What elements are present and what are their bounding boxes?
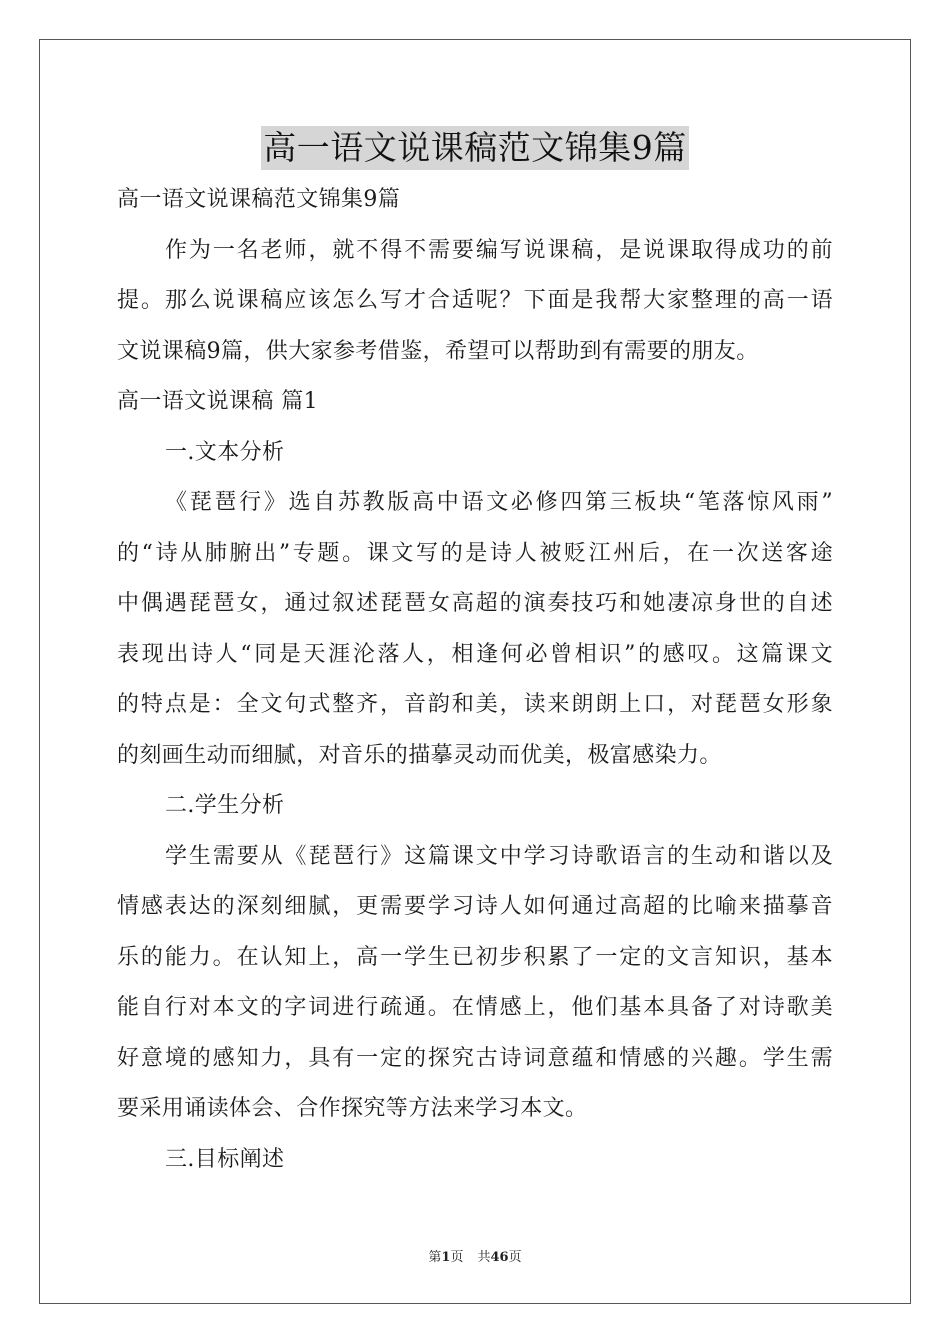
part2-heading: 二.学生分析 (165, 793, 285, 818)
page-number: 1 (441, 1250, 451, 1265)
part2-line-4: 能自行对本文的字词进行疏通。在情感上，他们基本具备了对诗歌美 (117, 995, 833, 1020)
part1-line-5: 的特点是：全文句式整齐，音韵和美，读来朗朗上口，对琵琶女形象 (117, 692, 833, 717)
document-subtitle: 高一语文说课稿范文锦集9篇 (117, 187, 401, 212)
part2-line-3: 乐的能力。在认知上，高一学生已初步积累了一定的文言知识，基本 (117, 944, 833, 970)
part2-line-6: 要采用诵读体会、合作探究等方法来学习本文。 (117, 1096, 588, 1121)
intro-line-2: 提。那么说课稿应该怎么写才合适呢？下面是我帮大家整理的高一语 (117, 288, 833, 313)
document-body (117, 181, 833, 1191)
page-suffix: 页 (450, 1250, 464, 1265)
part2-line-1: 学生需要从《琵琶行》这篇课文中学习诗歌语言的生动和谐以及 (165, 843, 833, 869)
intro-line-3: 文说课稿9篇，供大家参考借鉴，希望可以帮助到有需要的朋友。 (117, 338, 759, 364)
total-pages: 46 (490, 1250, 509, 1265)
part1-line-4: 表现出诗人“同是天涯沦落人，相逢何必曾相识”的感叹。这篇课文 (117, 641, 833, 667)
page-footer (0, 1246, 950, 1265)
part2-line-5: 好意境的感知力，具有一定的探究古诗词意蕴和情感的兴趣。学生需 (117, 1045, 833, 1071)
part1-line-1: 《琵琶行》选自苏教版高中语文必修四第三板块“笔落惊风雨” (165, 490, 833, 515)
page-prefix: 第 (428, 1250, 442, 1265)
intro-line-1: 作为一名老师，就不得不需要编写说课稿，是说课取得成功的前 (165, 237, 833, 263)
part1-line-2: 的“诗从肺腑出”专题。课文写的是诗人被贬江州后，在一次送客途 (117, 540, 833, 566)
document-title: 高一语文说课稿范文锦集9篇 (261, 126, 689, 170)
title-area (0, 126, 950, 170)
total-prefix: 共 (477, 1250, 491, 1265)
part2-line-2: 情感表达的深刻细腻，更需要学习诗人如何通过高超的比喻来描摹音 (117, 894, 833, 919)
total-suffix: 页 (508, 1250, 522, 1265)
part1-heading: 一.文本分析 (165, 439, 285, 465)
part1-line-3: 中偶遇琵琶女，通过叙述琵琶女高超的演奏技巧和她凄凉身世的自述 (117, 591, 833, 616)
part3-heading: 三.目标阐述 (165, 1146, 285, 1172)
part1-line-6: 的刻画生动而细腻，对音乐的描摹灵动而优美，极富感染力。 (117, 742, 722, 768)
section-heading: 高一语文说课稿 篇1 (117, 389, 318, 414)
